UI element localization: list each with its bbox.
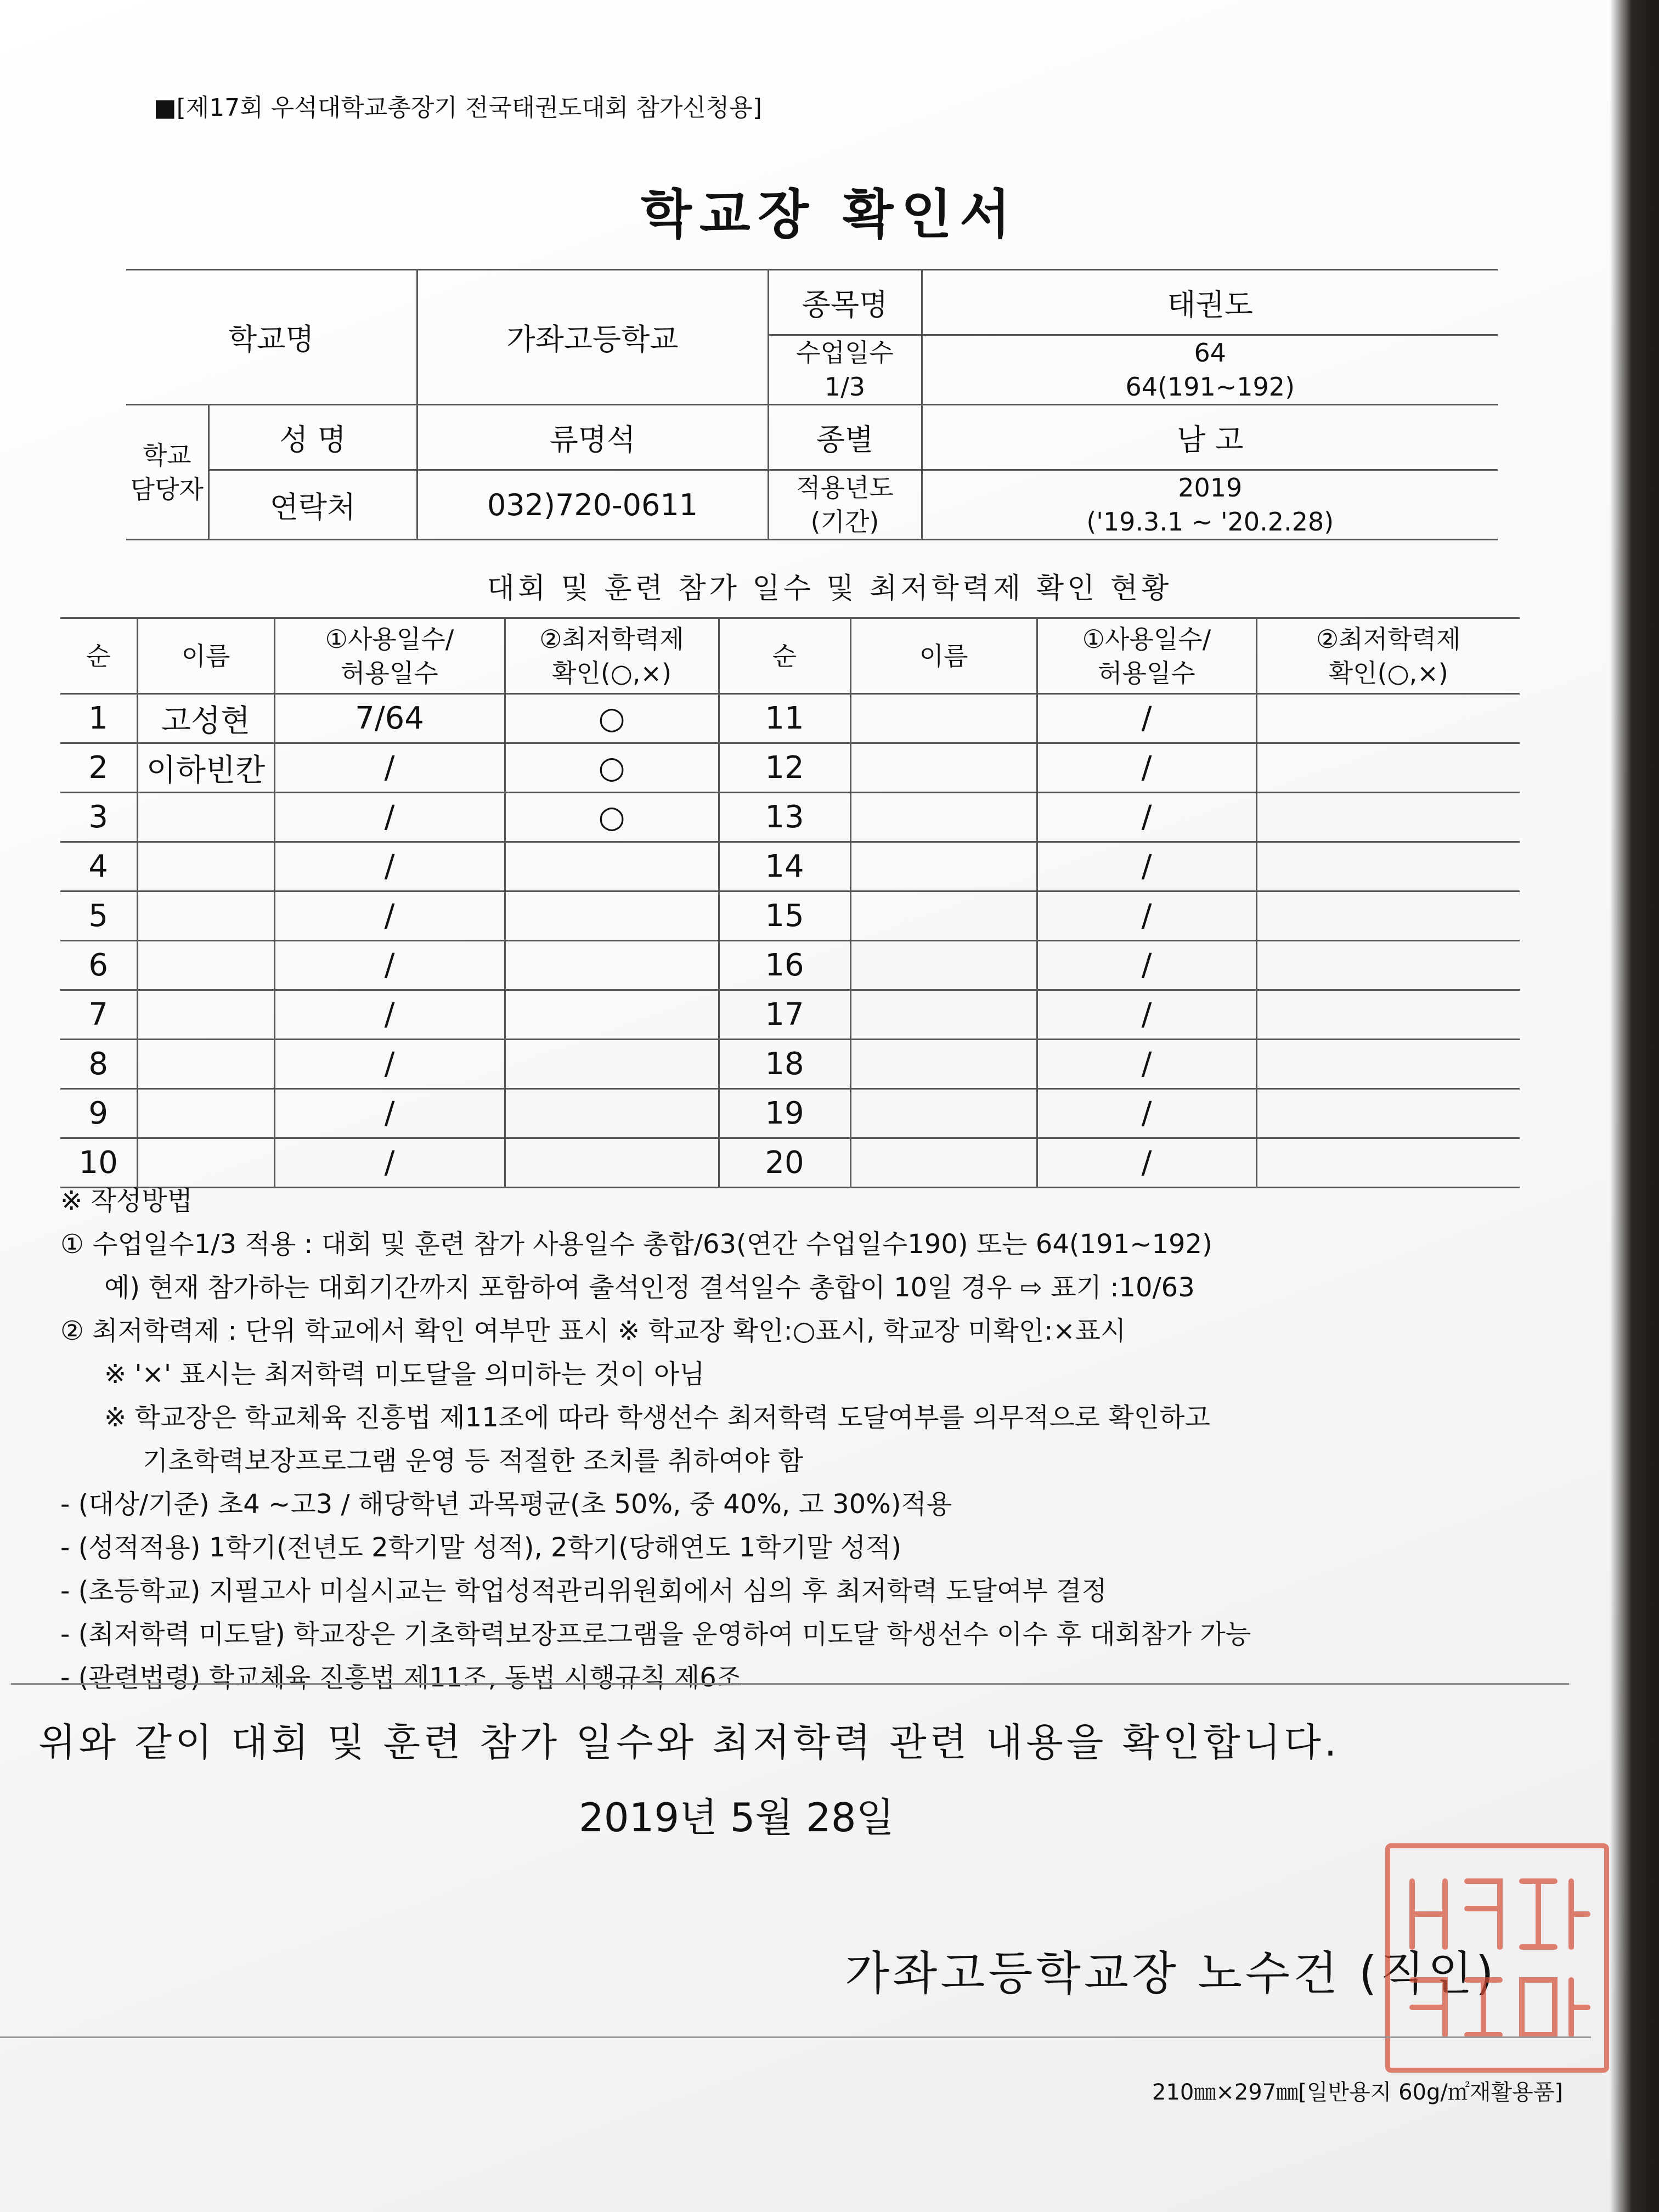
roster-left-name-cell xyxy=(137,1089,274,1138)
header-no: 순 xyxy=(60,618,137,694)
roster-left-check-cell: ○ xyxy=(505,743,719,793)
roster-row xyxy=(60,842,1520,891)
roster-right-no-cell: 13 xyxy=(719,793,850,842)
category-value: 남 고 xyxy=(922,405,1498,470)
official-seal xyxy=(1385,1843,1609,2073)
roster-row xyxy=(60,694,1520,743)
roster-left-check-cell xyxy=(505,941,719,990)
roster-body xyxy=(60,694,1520,1188)
roster-left-days-cell: / xyxy=(274,842,505,891)
school-info-table xyxy=(126,269,1498,540)
roster-right-no-cell: 14 xyxy=(719,842,850,891)
roster-left-name-cell xyxy=(137,990,274,1040)
roster-left-check-cell xyxy=(505,842,719,891)
roster-left-days-cell: / xyxy=(274,990,505,1040)
header-days-line2: 허용일수 xyxy=(341,658,438,688)
roster-right-days-cell: / xyxy=(1037,941,1256,990)
roster-right-check-cell xyxy=(1256,1089,1520,1138)
note-target: - (대상/기준) 초4 ~고3 / 해당학년 과목평균(초 50%, 중 40%, 고 30%)적용 xyxy=(60,1489,952,1520)
roster-right-no-cell: 17 xyxy=(719,990,850,1040)
roster-right-no-cell: 20 xyxy=(719,1138,850,1188)
roster-right-name-cell xyxy=(850,842,1037,891)
roster-left-days-cell: / xyxy=(274,941,505,990)
roster-right-name-cell xyxy=(850,743,1037,793)
event-value: 태권도 xyxy=(922,270,1498,335)
header-days-right-line1: ①사용일수/ xyxy=(1082,624,1211,654)
note-2-duty-cont: 기초학력보장프로그램 운영 등 적절한 조치를 취하여야 함 xyxy=(143,1446,804,1476)
header-check-right-line2: 확인(○,×) xyxy=(1328,658,1448,688)
year-label-line1: 적용년도 xyxy=(796,473,894,503)
roster-right-check-cell xyxy=(1256,842,1520,891)
class-days-label-line1: 수업일수 xyxy=(796,338,894,368)
roster-right-no-cell: 19 xyxy=(719,1089,850,1138)
roster-row xyxy=(60,1040,1520,1089)
roster-right-check-cell xyxy=(1256,891,1520,941)
manager-label xyxy=(126,405,208,540)
school-name-label: 학교명 xyxy=(126,270,417,405)
note-2-duty: ※ 학교장은 학교체육 진흥법 제11조에 따라 학생선수 최저학력 도달여부를 의무적으로 확인하고 xyxy=(104,1402,1210,1433)
school-name: 가좌고등학교 xyxy=(417,270,768,405)
roster-right-check-cell xyxy=(1256,990,1520,1040)
instructions xyxy=(60,1180,1251,1700)
roster-left-name-cell xyxy=(137,793,274,842)
roster-left-no-cell: 4 xyxy=(60,842,137,891)
roster-left-no-cell: 9 xyxy=(60,1089,137,1138)
section-title: 대회 및 훈련 참가 일수 및 최저학력제 확인 현황 xyxy=(487,572,1172,605)
roster-left-check-cell xyxy=(505,891,719,941)
roster-left-name-cell: 고성현 xyxy=(137,694,274,743)
roster-left-days-cell: / xyxy=(274,743,505,793)
roster-right-check-cell xyxy=(1256,941,1520,990)
roster-left-days-cell: / xyxy=(274,891,505,941)
header-check xyxy=(505,618,719,694)
header-days-right-line2: 허용일수 xyxy=(1098,658,1195,688)
roster-left-name-cell xyxy=(137,941,274,990)
name-label: 성 명 xyxy=(208,405,417,470)
roster-table xyxy=(60,617,1520,1188)
roster-left-no-cell: 10 xyxy=(60,1138,137,1188)
roster-right-days-cell: / xyxy=(1037,793,1256,842)
header-no-right: 순 xyxy=(719,618,850,694)
year-label xyxy=(768,470,922,540)
roster-right-days-cell: / xyxy=(1037,1089,1256,1138)
contact-label: 연락처 xyxy=(208,470,417,540)
document-title: 학교장 확인서 xyxy=(641,184,1018,245)
roster-left-name-cell xyxy=(137,1040,274,1089)
roster-right-days-cell: / xyxy=(1037,1138,1256,1188)
roster-left-no-cell: 2 xyxy=(60,743,137,793)
roster-row xyxy=(60,793,1520,842)
year-value-line1: 2019 xyxy=(1178,473,1243,503)
contact-value: 032)720-0611 xyxy=(417,470,768,540)
class-days-value-line2: 64(191~192) xyxy=(1125,372,1295,402)
header-check-line1: ②최저학력제 xyxy=(539,624,684,654)
roster-left-name-cell xyxy=(137,842,274,891)
roster-right-no-cell: 12 xyxy=(719,743,850,793)
header-check-line2: 확인(○,×) xyxy=(551,658,672,688)
period-value: ('19.3.1 ~ '20.2.28) xyxy=(1086,507,1334,537)
roster-left-days-cell: / xyxy=(274,1138,505,1188)
class-days-value xyxy=(922,335,1498,405)
year-value xyxy=(922,470,1498,540)
manager-name: 류명석 xyxy=(417,405,768,470)
roster-left-days-cell: / xyxy=(274,793,505,842)
roster-row xyxy=(60,743,1520,793)
roster-left-check-cell: ○ xyxy=(505,694,719,743)
bottom-divider xyxy=(0,2036,1591,2038)
roster-right-days-cell: / xyxy=(1037,990,1256,1040)
note-2-remark: ※ '×' 표시는 최저학력 미도달을 의미하는 것이 아님 xyxy=(104,1359,705,1390)
note-1: ① 수업일수1/3 적용 : 대회 및 훈련 참가 사용일수 총합/63(연간 수업일수190) 또는 64(191~192) xyxy=(60,1229,1212,1260)
note-1-example: 예) 현재 참가하는 대회기간까지 포함하여 출석인정 결석일수 총합이 10일 경우 ⇨ 표기 :10/63 xyxy=(104,1272,1195,1303)
roster-left-no-cell: 1 xyxy=(60,694,137,743)
roster-left-check-cell xyxy=(505,990,719,1040)
background-edge xyxy=(1610,0,1659,2212)
note-unmet: - (최저학력 미도달) 학교장은 기초학력보장프로그램을 운영하여 미도달 학생선수 이수 후 대회참가 가능 xyxy=(60,1619,1251,1650)
confirmation-text: 위와 같이 대회 및 훈련 참가 일수와 최저학력 관련 내용을 확인합니다. xyxy=(38,1720,1340,1765)
roster-right-name-cell xyxy=(850,793,1037,842)
roster-left-check-cell xyxy=(505,1040,719,1089)
roster-left-no-cell: 5 xyxy=(60,891,137,941)
roster-left-no-cell: 6 xyxy=(60,941,137,990)
class-days-label xyxy=(768,335,922,405)
divider xyxy=(11,1683,1569,1685)
header-check-right-line1: ②최저학력제 xyxy=(1316,624,1461,654)
roster-right-days-cell: / xyxy=(1037,842,1256,891)
roster-left-days-cell: / xyxy=(274,1040,505,1089)
roster-left-check-cell xyxy=(505,1089,719,1138)
seal-graphic xyxy=(1390,1848,1604,2068)
note-heading: ※ 작성방법 xyxy=(60,1186,193,1216)
roster-right-no-cell: 11 xyxy=(719,694,850,743)
roster-right-check-cell xyxy=(1256,793,1520,842)
roster-right-check-cell xyxy=(1256,743,1520,793)
roster-right-days-cell: / xyxy=(1037,694,1256,743)
paper-spec: 210㎜×297㎜[일반용지 60g/㎡재활용품] xyxy=(1152,2080,1564,2105)
roster-row xyxy=(60,941,1520,990)
roster-left-no-cell: 7 xyxy=(60,990,137,1040)
roster-right-no-cell: 16 xyxy=(719,941,850,990)
roster-right-name-cell xyxy=(850,990,1037,1040)
class-days-value-line1: 64 xyxy=(1194,338,1227,368)
note-grades: - (성적적용) 1학기(전년도 2학기말 성적), 2학기(당해연도 1학기말 성적) xyxy=(60,1532,902,1563)
header-days-line1: ①사용일수/ xyxy=(325,624,454,654)
header-check-right xyxy=(1256,618,1520,694)
roster-right-check-cell xyxy=(1256,1040,1520,1089)
issue-date: 2019년 5월 28일 xyxy=(579,1795,895,1841)
header-note: ■[제17회 우석대학교총장기 전국태권도대회 참가신청용] xyxy=(154,94,762,122)
roster-left-name-cell: 이하빈칸 xyxy=(137,743,274,793)
roster-left-no-cell: 3 xyxy=(60,793,137,842)
year-label-line2: (기간) xyxy=(810,507,879,537)
roster-row xyxy=(60,990,1520,1040)
event-label: 종목명 xyxy=(768,270,922,335)
roster-left-days-cell: 7/64 xyxy=(274,694,505,743)
signer: 가좌고등학교장 노수건 (직인) xyxy=(845,1946,1497,2000)
roster-right-name-cell xyxy=(850,694,1037,743)
manager-label-line1: 학교 xyxy=(142,440,191,470)
roster-left-check-cell: ○ xyxy=(505,793,719,842)
header-name-right: 이름 xyxy=(850,618,1037,694)
roster-row xyxy=(60,891,1520,941)
roster-right-check-cell xyxy=(1256,1138,1520,1188)
note-elementary: - (초등학교) 지필고사 미실시교는 학업성적관리위원회에서 심의 후 최저학력 도달여부 결정 xyxy=(60,1576,1107,1606)
category-label: 종별 xyxy=(768,405,922,470)
manager-label-line2: 담당자 xyxy=(130,474,204,504)
header-days xyxy=(274,618,505,694)
header-name: 이름 xyxy=(137,618,274,694)
roster-row xyxy=(60,1089,1520,1138)
roster-right-check-cell xyxy=(1256,694,1520,743)
roster-right-no-cell: 18 xyxy=(719,1040,850,1089)
roster-left-name-cell xyxy=(137,891,274,941)
roster-left-days-cell: / xyxy=(274,1089,505,1138)
header-days-right xyxy=(1037,618,1256,694)
roster-right-days-cell: / xyxy=(1037,1040,1256,1089)
roster-right-name-cell xyxy=(850,1040,1037,1089)
class-days-label-line2: 1/3 xyxy=(824,372,866,402)
roster-right-days-cell: / xyxy=(1037,743,1256,793)
roster-right-name-cell xyxy=(850,1089,1037,1138)
roster-left-no-cell: 8 xyxy=(60,1040,137,1089)
roster-right-days-cell: / xyxy=(1037,891,1256,941)
note-law: - (관련법령) 학교체육 진흥법 제11조, 동법 시행규칙 제6조 xyxy=(60,1662,742,1693)
note-2: ② 최저학력제 : 단위 학교에서 확인 여부만 표시 ※ 학교장 확인:○표시, 학교장 미확인:×표시 xyxy=(60,1316,1126,1346)
roster-right-name-cell xyxy=(850,941,1037,990)
roster-right-no-cell: 15 xyxy=(719,891,850,941)
roster-right-name-cell xyxy=(850,891,1037,941)
